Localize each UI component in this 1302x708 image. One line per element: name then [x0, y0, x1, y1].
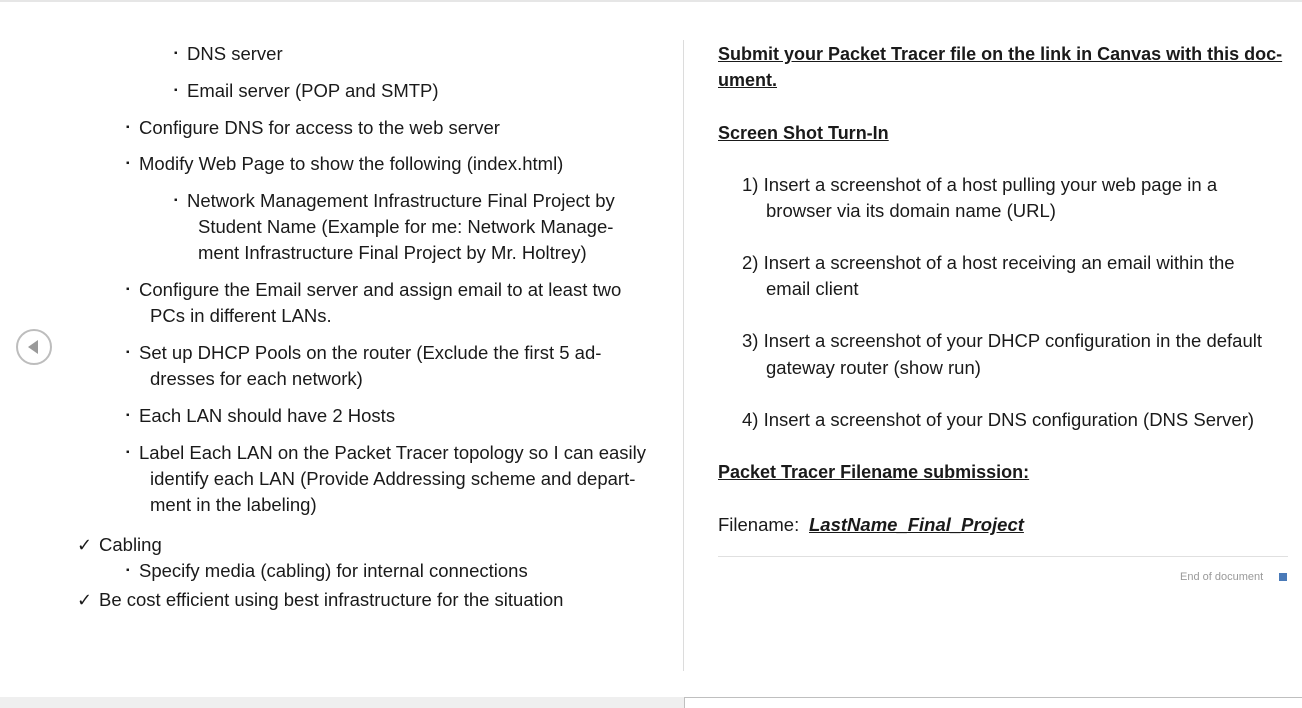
list-item-continuation: PCs in different LANs.: [150, 305, 332, 326]
bullet-icon: ▪: [174, 48, 178, 59]
bullet-icon: ▪: [126, 347, 130, 358]
screenshot-heading: Screen Shot Turn-In: [718, 123, 889, 143]
list-item: Specify media (cabling) for internal connections: [139, 560, 528, 581]
bullet-icon: ▪: [174, 195, 178, 206]
filename-heading: Packet Tracer Filename submission:: [718, 462, 1030, 482]
page-divider: [683, 40, 684, 671]
list-item: Configure the Email server and assign email to at least two: [139, 279, 622, 300]
list-item-continuation: identify each LAN (Provide Addressing scheme and depart-: [150, 468, 636, 489]
list-item: Cabling: [99, 534, 162, 555]
list-item: Email server (POP and SMTP): [187, 80, 439, 101]
step-item-continuation: browser via its domain name (URL): [766, 200, 1056, 221]
list-item: Network Management Infrastructure Final Project by: [187, 190, 615, 211]
chevron-left-icon: [28, 340, 38, 354]
checkmark-icon: ✓: [77, 535, 93, 555]
list-item: Be cost efficient using best infrastructure for the situation: [99, 589, 564, 610]
list-item: Configure DNS for access to the web server: [139, 117, 500, 138]
step-item: 2) Insert a screenshot of a host receiving an email within the: [742, 252, 1235, 273]
end-divider: [718, 556, 1288, 557]
list-item-continuation: ment in the labeling): [150, 494, 317, 515]
submit-instruction-continuation: ument.: [718, 70, 778, 90]
bullet-icon: ▪: [126, 410, 130, 421]
step-item: 4) Insert a screenshot of your DNS configuration (DNS Server): [742, 409, 1255, 430]
list-item: Label Each LAN on the Packet Tracer topology so I can easily: [139, 442, 646, 463]
bullet-icon: ▪: [126, 284, 130, 295]
list-item: DNS server: [187, 43, 283, 64]
step-item: 3) Insert a screenshot of your DHCP configuration in the default: [742, 330, 1262, 351]
checkmark-icon: ✓: [77, 590, 93, 610]
end-marker-icon: [1279, 573, 1287, 581]
bullet-icon: ▪: [126, 447, 130, 458]
submit-instruction: Submit your Packet Tracer file on the link in Canvas with this doc-: [718, 44, 1283, 64]
list-item: Modify Web Page to show the following (index.html): [139, 153, 564, 174]
bullet-icon: ▪: [126, 158, 130, 169]
list-item-continuation: ment Infrastructure Final Project by Mr. Holtrey): [198, 242, 587, 263]
filename-value: LastName_Final_Project: [809, 514, 1024, 535]
end-of-document-label: End of document: [1180, 571, 1264, 583]
bullet-icon: ▪: [126, 122, 130, 133]
list-item: Each LAN should have 2 Hosts: [139, 405, 396, 426]
list-item-continuation: dresses for each network): [150, 368, 363, 389]
bullet-icon: ▪: [174, 85, 178, 96]
step-item-continuation: email client: [766, 278, 859, 299]
step-item-continuation: gateway router (show run): [766, 357, 981, 378]
previous-page-button[interactable]: [16, 329, 52, 365]
list-item: Set up DHCP Pools on the router (Exclude the first 5 ad-: [139, 342, 602, 363]
step-item: 1) Insert a screenshot of a host pulling your web page in a: [742, 174, 1218, 195]
list-item-continuation: Student Name (Example for me: Network Manage-: [198, 216, 614, 237]
bullet-icon: ▪: [126, 565, 130, 576]
top-border: [0, 0, 1302, 2]
bottom-page-edge: [684, 697, 1302, 708]
filename-label: Filename:: [718, 514, 800, 535]
